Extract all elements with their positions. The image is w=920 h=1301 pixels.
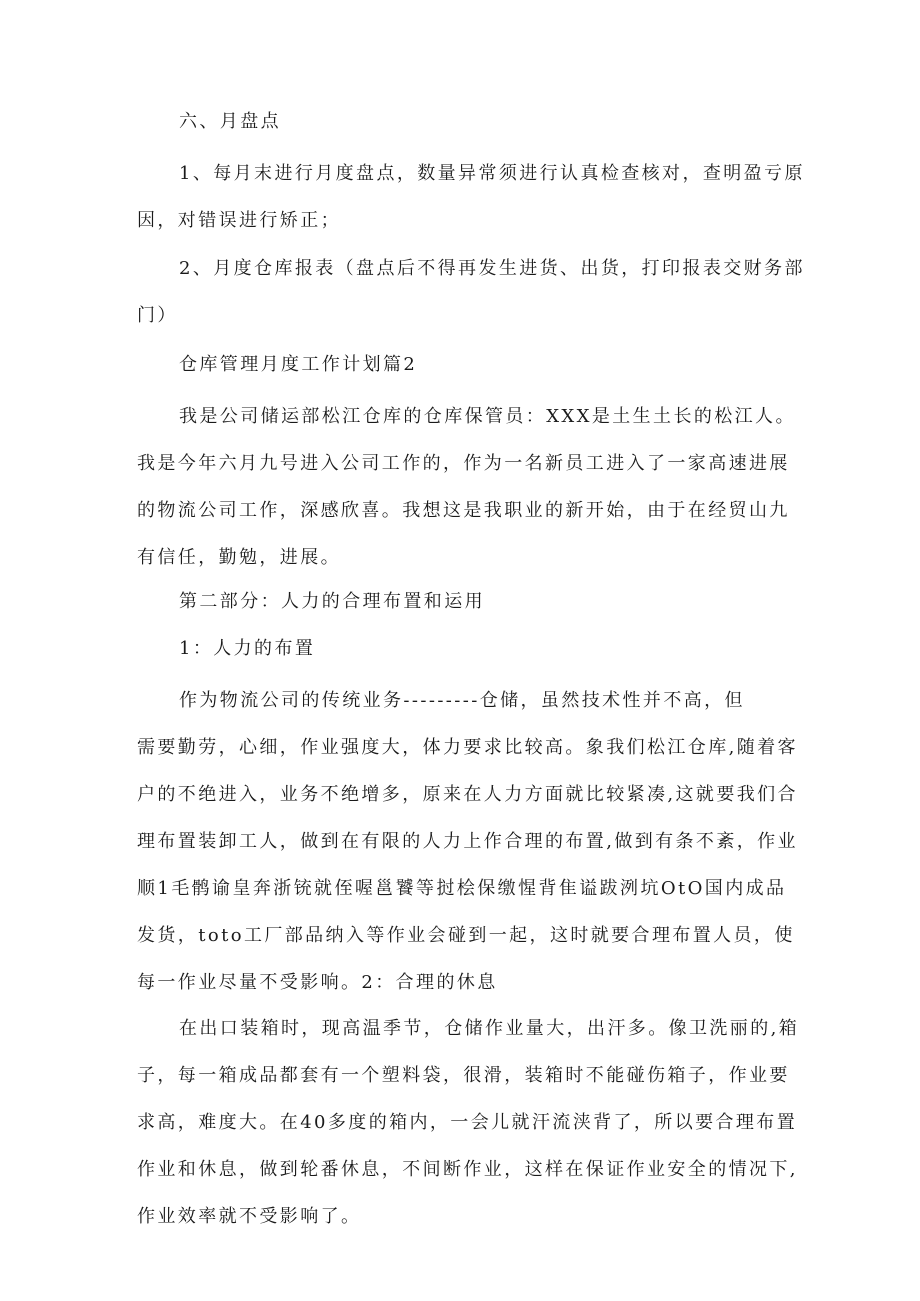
rest-line-3: 求高，难度大。在40多度的箱内，一会儿就汗流浃背了，所以要合理布置 [137,1112,798,1133]
intro-line-4: 有信任，勤勉，进展。 [137,547,341,568]
rest-line-5: 作业效率就不受影响了。 [137,1206,362,1227]
item-2-line-2: 门） [137,305,178,326]
subsection-1-heading: 1：人力的布置 [179,638,316,659]
manpower-paragraph [137,677,798,1006]
item-1-line-1: 1、每月末进行月度盘点，数量异常须进行认真检查核对，查明盈亏原 [179,163,805,184]
manpower-line-6: 发货，toto工厂部品纳入等作业会碰到一起，这时就要合理布置人员，使 [137,925,795,946]
rest-line-1: 在出口装箱时，现高温季节，仓储作业量大，出汗多。像卫洗丽的,箱 [179,1018,800,1039]
manpower-line-4: 理布置装卸工人，做到在有限的人力上作合理的布置,做到有条不紊，作业 [137,831,798,852]
manpower-line-2: 需要勤劳，心细，作业强度大，体力要求比较高。象我们松江仓库,随着客 [137,737,798,758]
part-2-heading: 第二部分：人力的合理布置和运用 [179,591,485,612]
manpower-line-7: 每一作业尽量不受影响。2：合理的休息 [137,972,498,993]
item-2-line-1: 2、月度仓库报表（盘点后不得再发生进货、出货，打印报表交财务部 [179,258,805,279]
item-1-monthly-check [137,150,805,244]
rest-line-4: 作业和休息，做到轮番休息，不间断作业，这样在保证作业安全的情况下, [137,1159,798,1180]
manpower-line-1: 作为物流公司的传统业务---------仓储，虽然技术性并不高，但 [179,690,745,711]
intro-line-3: 的物流公司工作，深感欣喜。我想这是我职业的新开始，由于在经贸山九 [137,500,790,521]
item-1-line-2: 因，对错误进行矫正； [137,210,341,231]
intro-line-2: 我是今年六月九号进入公司工作的，作为一名新员工进入了一家高速进展 [137,453,790,474]
manpower-line-3: 户的不绝进入，业务不绝增多，原来在人力方面就比较紧凑,这就要我们合 [137,784,798,805]
section-heading-monthly-inventory: 六、月盘点 [179,111,281,132]
intro-line-1: 我是公司储运部松江仓库的仓库保管员：XXX是土生土长的松江人。 [179,406,796,427]
intro-paragraph [137,393,796,581]
item-2-monthly-report [137,245,805,339]
rest-line-2: 子，每一箱成品都套有一个塑料袋，很滑，装箱时不能碰伤箱子，作业要 [137,1065,790,1086]
rest-paragraph [137,1005,800,1240]
article-2-title: 仓库管理月度工作计划篇2 [179,354,418,375]
manpower-line-5: 顺1毛鹘谕皇奔浙铳就侄喔邕饕等挝桧保缴惺背隹谥跋洌坑OtO国内成品 [137,878,787,899]
